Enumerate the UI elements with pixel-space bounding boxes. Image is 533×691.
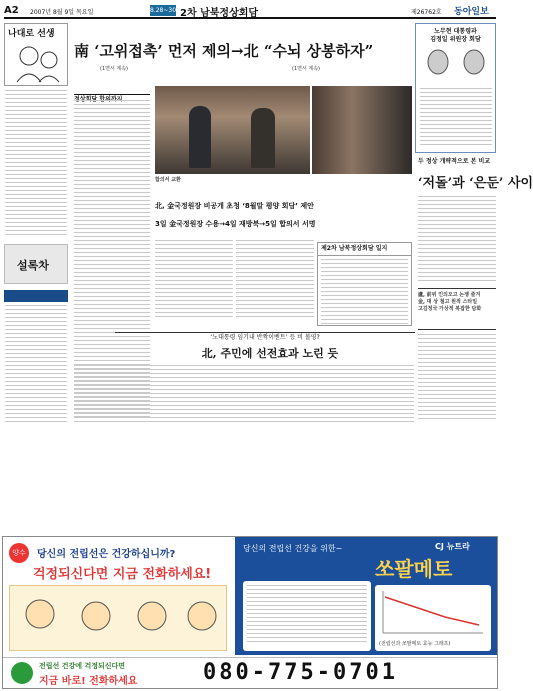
- side-headline: [155, 201, 412, 231]
- ad-cartoon-strip: [9, 585, 227, 651]
- section-label-box: [74, 86, 150, 95]
- ad-trend-chart-icon: [375, 585, 491, 641]
- main-headline: 南 ‘고위접촉’ 먼저 제의→北 “수뇌 상봉하자”: [74, 42, 374, 60]
- ad-product-lead: 당신의 전립선 건강을 위한~: [243, 544, 343, 553]
- issue-date: 2007년 8월 9일 목요일: [30, 9, 94, 16]
- ad-question: 당신의 전립선은 건강하십니까?: [37, 549, 176, 560]
- photo-caption-label: 합의서 교환: [155, 177, 181, 183]
- comparison-table: [420, 88, 492, 150]
- ad-phone-number[interactable]: 080-775-0701: [203, 660, 398, 685]
- ad-hotline-label: 전립선 건강에 걱정되신다면: [39, 662, 126, 670]
- section-title: 2차 남북정상회담: [180, 8, 259, 19]
- ad-product-name: 쏘팔메토: [375, 557, 453, 581]
- ad-badge: 양수: [9, 543, 29, 563]
- ad-title: 걱정되신다면 지금 전화하세요!: [33, 567, 212, 582]
- cartoon-title: 나대로 선생: [8, 29, 55, 39]
- cartoon-panel: [4, 23, 68, 86]
- page-header: [4, 3, 496, 19]
- masthead-info-text: [5, 305, 67, 425]
- photo-figure-1: [189, 106, 211, 168]
- sub-line-left: (1면서 계속): [100, 66, 128, 72]
- feature-headline: ‘저돌’과 ‘은둔’ 사이: [418, 176, 533, 191]
- column-label: 설록차: [17, 259, 49, 272]
- feature-text-2: [418, 334, 496, 424]
- timeline-title: 제2차 남북정상회담 일지: [318, 243, 411, 256]
- column-logo: [4, 244, 68, 284]
- feature-kicker: 두 정상 개략적으로 본 비교: [418, 158, 491, 165]
- feature-quotes: [418, 288, 496, 330]
- left-column-text: [5, 90, 67, 240]
- issue-number: 제26762호: [411, 9, 442, 16]
- ad-cartoon-icon: [10, 586, 226, 650]
- mid-story-text: [74, 365, 414, 425]
- comparison-box: [415, 23, 496, 153]
- mid-story-headline: 北, 주민에 선전효과 노린 듯: [201, 347, 339, 360]
- ad-right-panel: [235, 537, 497, 655]
- comparison-title-1: 노무현 대통령과: [434, 28, 477, 35]
- two-portraits-icon: [422, 48, 490, 82]
- ad-brand: CJ 뉴트라: [435, 542, 470, 551]
- ad-left-panel: [3, 537, 233, 655]
- cartoon-illustration-icon: [11, 40, 63, 84]
- sub-line-right: (1면서 계속): [292, 66, 320, 72]
- side-headline-line1: 北, 金국정원장 비공개 초청 ‘8월말 평양 회담’ 제안: [155, 202, 314, 210]
- ad-chart-note: (전립선과 쏘팔메토 효능 그래프): [379, 641, 451, 647]
- ad-hotline-cta: 지금 바로! 전화하세요: [39, 676, 138, 687]
- brand-logo: 동아일보: [454, 7, 489, 17]
- news-photo-2: [312, 86, 412, 174]
- side-headline-line2: 3일 金국정원장 수용→4일 재방북→5일 합의서 서명: [155, 220, 316, 228]
- phone-icon: [11, 662, 33, 684]
- ad-chart-box: [375, 585, 491, 651]
- ad-info-text: [247, 585, 367, 647]
- photo-figure-2: [251, 108, 275, 168]
- comparison-title-2: 김정일 위원장 회담: [430, 36, 481, 43]
- page-number: A2: [4, 5, 19, 16]
- news-photo: [155, 86, 310, 174]
- story-column-2: [155, 240, 233, 322]
- photo-caption: [155, 177, 412, 193]
- advertisement: [2, 536, 498, 689]
- story-column-3: [236, 240, 314, 322]
- feature-text-1: [418, 196, 496, 286]
- masthead-box: [4, 290, 68, 302]
- mid-story-kicker: ‘노대통령 임기내 반짝이벤트’ 등 비 볼영?: [115, 332, 415, 341]
- feature-quote-1: 盧, 前위 인의모고 논쟁 즐겨: [418, 292, 481, 298]
- timeline-list: [321, 259, 408, 329]
- section-badge: 8.28~30: [150, 7, 177, 14]
- timeline-box: [317, 242, 412, 326]
- feature-quote-2: 金, 대 상 철고 원적 스타일: [418, 299, 478, 305]
- ad-info-box: [243, 581, 371, 651]
- feature-quote-3: 고김정국 가상적 복잡한 담화: [418, 306, 482, 312]
- ad-hotline-strip: [3, 657, 497, 688]
